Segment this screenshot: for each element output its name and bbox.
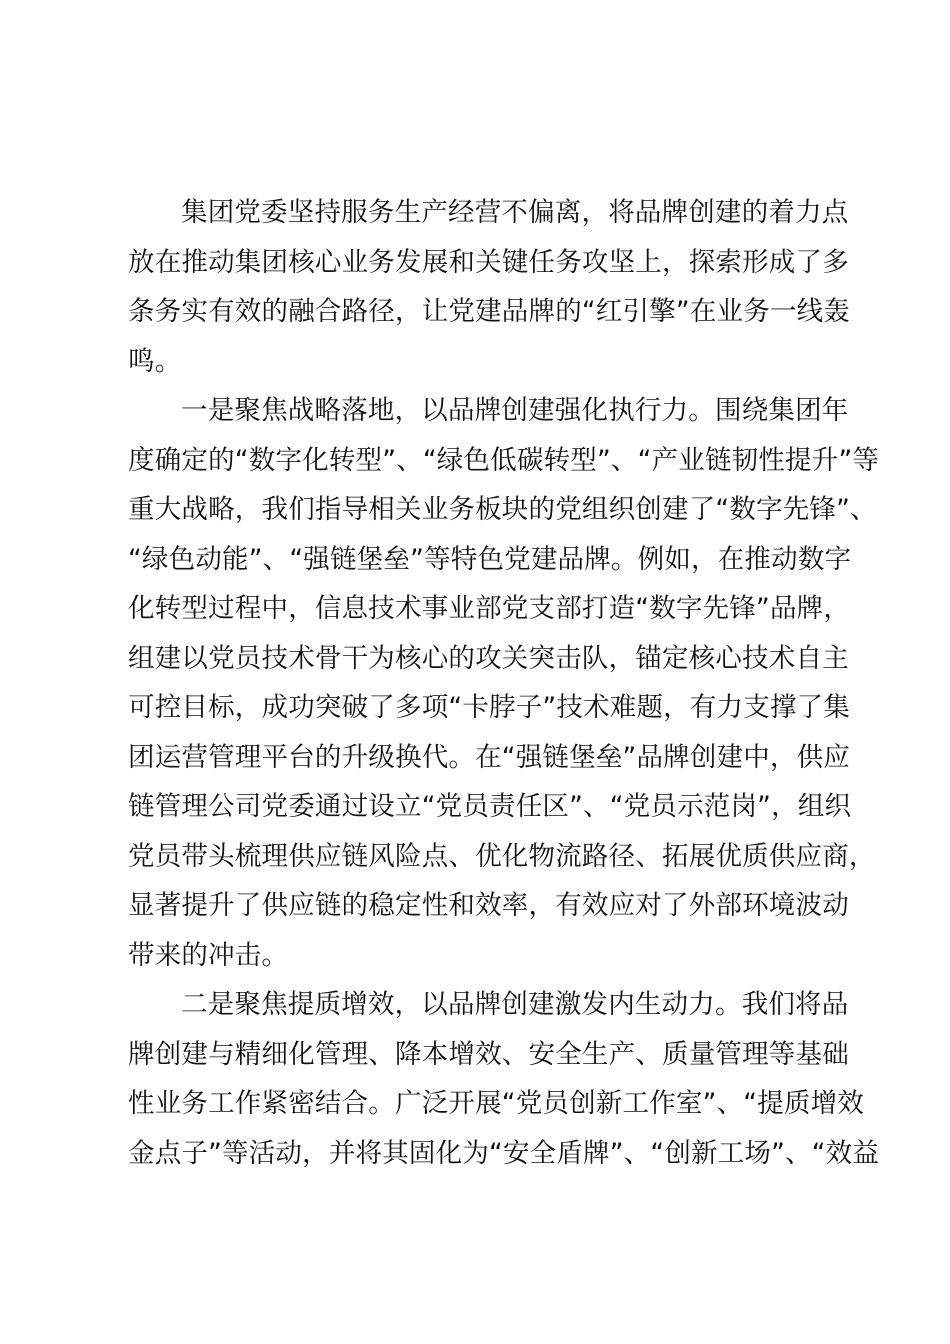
text-line: 组建以党员技术骨干为核心的攻关突击队，锚定核心技术自主 [128, 642, 849, 674]
text-line: 集团党委坚持服务生产经营不偏离，将品牌创建的着力点 [181, 197, 849, 228]
paragraph-efficiency [128, 980, 880, 1178]
text-line: 可控目标，成功突破了多项“卡脖子”技术难题，有力支撑了集 [128, 692, 851, 723]
text-line: 链管理公司党委通过设立“党员责任区”、“党员示范岗”，组织 [128, 791, 852, 822]
text-line: 重大战略，我们指导相关业务板块的党组织创建了“数字先锋”、 [128, 494, 877, 525]
text-line: 二是聚焦提质增效，以品牌创建激发内生动力。我们将品 [181, 989, 849, 1020]
text-line: 化转型过程中，信息技术事业部党支部打造“数字先锋”品牌， [128, 593, 851, 624]
text-line: 鸣。 [128, 345, 182, 377]
document-body [128, 188, 880, 1178]
text-line: 放在推动集团核心业务发展和关键任务攻坚上，探索形成了多 [128, 246, 849, 278]
text-line: 金点子”等活动，并将其固化为“安全盾牌”、“创新工场”、“效益 [128, 1137, 880, 1169]
text-line: 显著提升了供应链的稳定性和效率，有效应对了外部环境波动 [128, 890, 849, 921]
text-line: 牌创建与精细化管理、降本增效、安全生产、质量管理等基础 [128, 1038, 849, 1070]
text-line: 度确定的“数字化转型”、“绿色低碳转型”、“产业链韧性提升”等 [128, 444, 880, 476]
text-line: 党员带头梳理供应链风险点、优化物流路径、拓展优质供应商， [128, 840, 876, 872]
text-line: 团运营管理平台的升级换代。在“强链堡垒”品牌创建中，供应 [128, 741, 851, 773]
text-line: “绿色动能”、“强链堡垒”等特色党建品牌。例如，在推动数字 [128, 543, 852, 575]
text-line: 一是聚焦战略落地，以品牌创建强化执行力。围绕集团年 [181, 395, 849, 426]
text-line: 性业务工作紧密结合。广泛开展“党员创新工作室”、“提质增效 [128, 1088, 864, 1119]
paragraph-intro [128, 188, 851, 386]
text-line: 带来的冲击。 [128, 939, 289, 971]
text-line: 条务实有效的融合路径，让党建品牌的“红引擎”在业务一线轰 [128, 296, 851, 327]
paragraph-strategy [128, 386, 880, 980]
